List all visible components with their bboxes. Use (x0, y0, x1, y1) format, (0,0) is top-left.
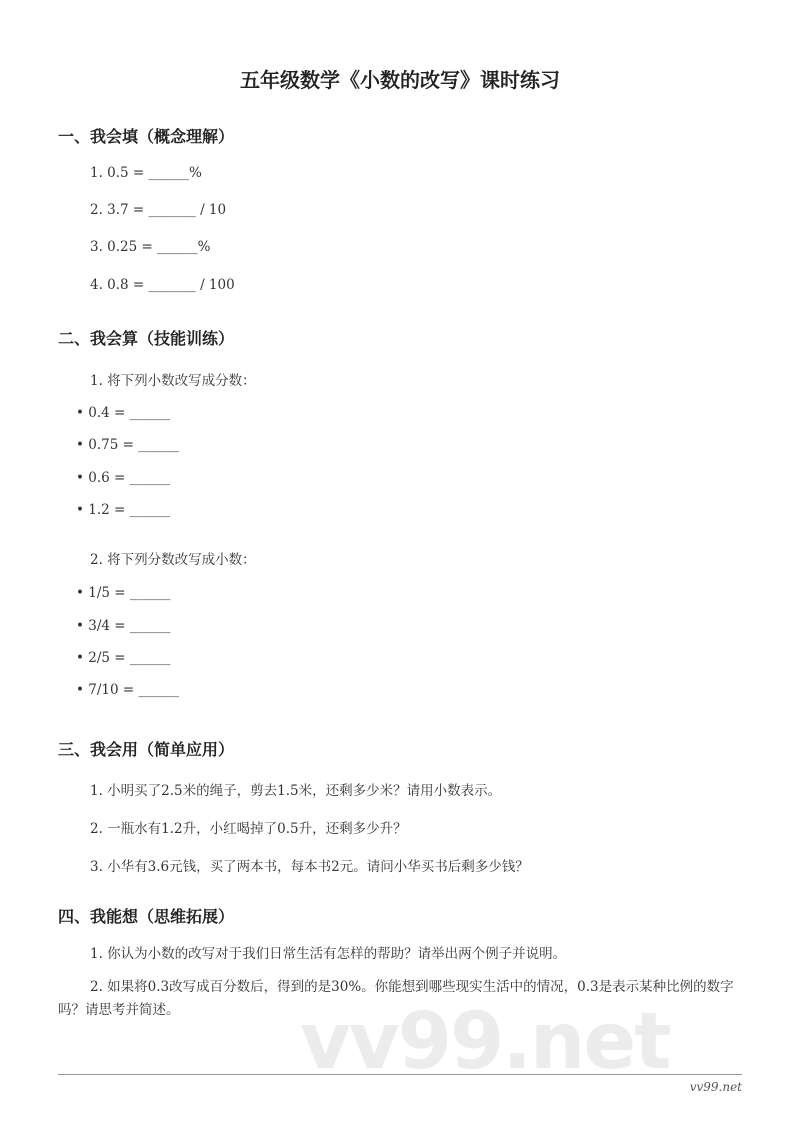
sub-question: 1. 将下列小数改写成分数： (90, 373, 256, 389)
footer-divider (58, 1074, 742, 1075)
bullet-item: • 0.75 = ______ (76, 437, 179, 453)
question: 2. 如果将0.3改写成百分数后，得到的是30%。你能想到哪些现实生活中的情况，0.3是表示某种比例的数字吗？请思考并简述。 (58, 979, 734, 1018)
question: 1. 你认为小数的改写对于我们日常生活有怎样的帮助？请举出两个例子并说明。 (90, 946, 567, 962)
section-heading: 二、我会算（技能训练） (58, 329, 235, 348)
watermark: vv99.net (300, 997, 670, 1087)
section-heading: 四、我能想（思维拓展） (58, 907, 235, 926)
bullet-item: • 3/4 = ______ (76, 618, 171, 634)
question: 2. 一瓶水有1.2升，小红喝掉了0.5升，还剩多少升？ (90, 821, 407, 837)
question: 3. 0.25 = ______% (90, 239, 211, 255)
sub-question: 2. 将下列分数改写成小数： (90, 552, 256, 568)
question: 2. 3.7 = _______ / 10 (90, 202, 227, 218)
question: 4. 0.8 = _______ / 100 (90, 277, 235, 293)
bullet-item: • 7/10 = ______ (76, 682, 179, 698)
bullet-item: • 0.6 = ______ (76, 470, 171, 486)
bullet-item: • 0.4 = ______ (76, 405, 171, 421)
footer-text: vv99.net (689, 1080, 742, 1094)
section-heading: 一、我会填（概念理解） (58, 127, 235, 146)
question: 1. 0.5 = ______% (90, 165, 202, 181)
question: 3. 小华有3.6元钱，买了两本书，每本书2元。请问小华买书后剩多少钱？ (90, 859, 529, 875)
bullet-item: • 1/5 = ______ (76, 585, 171, 601)
section-heading: 三、我会用（简单应用） (58, 740, 235, 759)
page-title: 五年级数学《小数的改写》课时练习 (240, 68, 560, 92)
bullet-item: • 1.2 = ______ (76, 502, 171, 518)
bullet-item: • 2/5 = ______ (76, 650, 171, 666)
question: 1. 小明买了2.5米的绳子，剪去1.5米，还剩多少米？请用小数表示。 (90, 783, 502, 799)
